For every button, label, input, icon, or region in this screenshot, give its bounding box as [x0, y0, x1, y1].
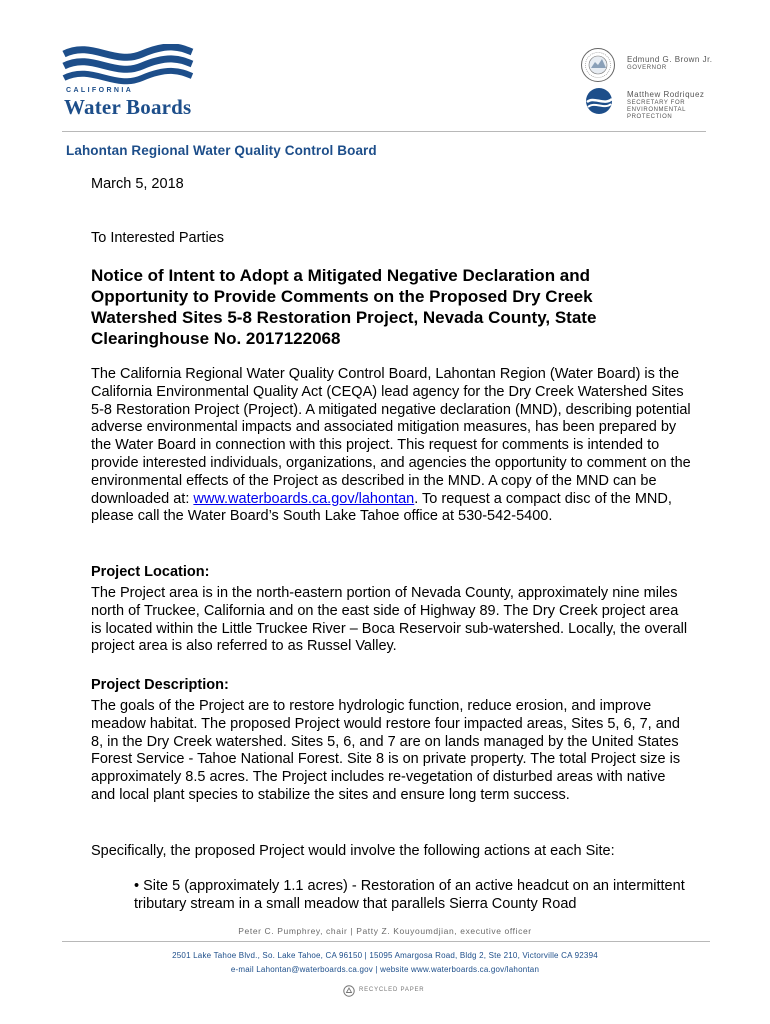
- logo-name: Water Boards: [64, 95, 192, 119]
- recycled-paper-label: RECYCLED PAPER: [359, 987, 425, 993]
- logo-state-label: CALIFORNIA: [66, 87, 134, 94]
- letter-date: March 5, 2018: [91, 176, 184, 192]
- intro-text: The California Regional Water Quality Control Board, Lahontan Region (Water Board) is the California Environmental Quality Act (CEQA) lead agency for the Dry Creek Watershed Sites 5-8 Restoration Project (Project). A mitigated negative declaration (MND), describing potential adverse environmental impacts and associated mitigation measures, has been prepared by the Water Board in connection with this project. This request for comments is intended to provide interested individuals, organizations, and agencies the opportunity to comment on the environmental effects of the Project as described in the MND. A copy of the MND can be downloaded at:: [91, 366, 691, 507]
- location-heading: Project Location:: [91, 564, 210, 580]
- intro-text-end: . To request a compact disc of the MND, please call the Water Board’s South Lake Tahoe office at 530-542-5400.: [91, 490, 672, 525]
- footer-address: 2501 Lake Tahoe Blvd., So. Lake Tahoe, CA 96150 | 15095 Amargosa Road, Bldg 2, Ste 210, Victorville CA 92394: [172, 951, 598, 960]
- california-seal-icon: [580, 47, 616, 83]
- board-name: Lahontan Regional Water Quality Control Board: [66, 143, 377, 158]
- notice-title: Notice of Intent to Adopt a Mitigated Negative Declaration and Opportunity to Provide Comments on the Proposed Dry Creek Watershed Sites 5-8 Restoration Project, Nevada County, State Clearinghouse No. 2017122068: [91, 266, 597, 348]
- footer-contact: e-mail Lahontan@waterboards.ca.gov | website www.waterboards.ca.gov/lahontan: [230, 965, 540, 974]
- recycle-icon: [343, 985, 355, 997]
- description-heading: Project Description:: [91, 677, 229, 693]
- description-paragraph: The goals of the Project are to restore hydrologic function, reduce erosion, and improve meadow habitat. The proposed Project would restore four impacted areas, Sites 5, 6, 7, and 8, in the Dry Creek watershed. Sites 5, 6, and 7 are on lands managed by the United States Forest Service - Tahoe National Forest. Site 8 is on private property. The total Project size is approximately 8.5 acres. The Project includes re-vegetation of disturbed areas with native and local plant species to stabilize the sites and ensure long term success.: [91, 698, 681, 803]
- specifically-paragraph: Specifically, the proposed Project would involve the following actions at each Site:: [91, 843, 615, 859]
- calepa-logo-icon: [582, 86, 616, 116]
- governor-name: Edmund G. Brown Jr.: [627, 55, 713, 64]
- location-paragraph: The Project area is in the north-eastern portion of Nevada County, approximately nine miles north of Truckee, California and on the east side of Highway 89. The Dry Creek project area is located within the Little Truckee River – Boca Reservoir sub-watershed. Locally, the overall project area is also referred to as Russel Valley.: [91, 585, 688, 655]
- secretary-name: Matthew Rodriquez: [627, 90, 705, 99]
- mnd-download-link[interactable]: www.waterboards.ca.gov/lahontan: [193, 490, 415, 507]
- governor-title: GOVERNOR: [627, 65, 667, 71]
- footer-officers: Peter C. Pumphrey, chair | Patty Z. Kouyoumdjian, executive officer: [238, 926, 532, 936]
- intro-paragraph: [91, 366, 691, 526]
- footer-divider: [62, 941, 710, 942]
- site-5-bullet: • Site 5 (approximately 1.1 acres) - Restoration of an active headcut on an intermittent tributary stream in a small meadow that parallels Sierra County Road: [134, 878, 685, 912]
- header-divider: [62, 131, 706, 132]
- salutation: To Interested Parties: [91, 230, 224, 246]
- secretary-title: SECRETARY FOR ENVIRONMENTAL PROTECTION: [627, 100, 686, 120]
